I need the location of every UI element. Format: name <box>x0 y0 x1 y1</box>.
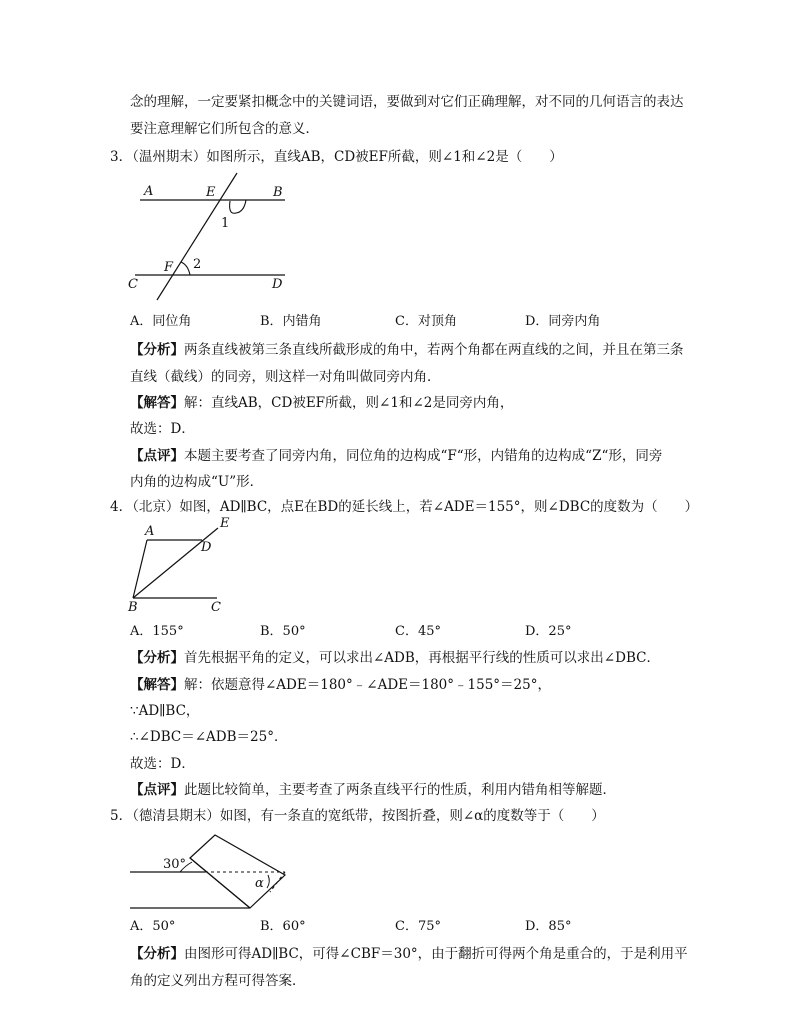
q4-choice: 故选：D． <box>130 756 195 772</box>
q5-stem-text: （德清县期末）如图，有一条直的宽纸带，按图折叠，则∠α的度数等于（ ） <box>132 808 605 824</box>
q5-dashed-edge <box>270 872 285 892</box>
q4-analysis-text: 首先根据平角的定义，可以求出∠ADB，再根据平行线的性质可以求出∠DBC． <box>184 650 660 666</box>
q4-label-e: E <box>220 516 230 531</box>
q3-label-1: 1 <box>221 216 230 231</box>
q5-option-b: B．60° <box>260 919 306 934</box>
q4-option-d: D．25° <box>525 624 572 639</box>
q3-analysis-text: 两条直线被第三条直线所截形成的角中，若两个角都在两直线的之间，并且在第三条 <box>184 342 684 358</box>
q3-label-d: D <box>272 277 283 292</box>
q4-number: 4． <box>110 499 133 515</box>
q4-solution-tag: 【解答】 <box>130 677 184 693</box>
q3-label-a: A <box>144 184 154 199</box>
q3-transversal-ef <box>157 173 237 300</box>
q3-label-e: E <box>206 185 216 200</box>
q3-stem-text: （温州期末）如图所示，直线AB，CD被EF所截，则∠1和∠2是（ ） <box>132 149 563 165</box>
q3-label-c: C <box>128 277 138 292</box>
q4-label-d: D <box>201 540 212 555</box>
q3-label-b: B <box>273 185 283 200</box>
q4-comment <box>130 781 616 799</box>
q5-analysis-tag: 【分析】 <box>130 946 184 962</box>
intro-line-2: 要注意理解它们所包含的意义． <box>130 121 319 137</box>
q5-option-d: D．85° <box>525 919 572 934</box>
q4-solution-text: 解：依题意得∠ADE＝180°﹣∠ADE＝180°﹣155°＝25°， <box>184 677 551 693</box>
q3-choice: 故选：D． <box>130 421 195 437</box>
q5-analysis-line-2: 角的定义列出方程可得答案． <box>130 973 306 989</box>
q3-option-c: C．对顶角 <box>395 314 457 329</box>
intro-line-1: 念的理解，一定要紧扣概念中的关键词语，要做到对它们正确理解，对不同的几何语言的表达 <box>130 94 684 110</box>
q5-stem <box>110 807 605 825</box>
q3-label-2: 2 <box>193 257 202 272</box>
q3-angle-2-arc <box>181 262 190 275</box>
q3-solution-tag: 【解答】 <box>130 395 184 411</box>
q3-stem <box>110 148 563 166</box>
q4-option-b: B．50° <box>260 624 306 639</box>
q4-analysis-tag: 【分析】 <box>130 650 184 666</box>
q5-label-30: 30° <box>163 857 187 872</box>
q3-solution <box>130 394 513 412</box>
q3-angle-1-arc <box>230 200 246 213</box>
q4-label-c: C <box>211 600 221 615</box>
q4-comment-tag: 【点评】 <box>130 782 184 798</box>
q3-option-b: B．内错角 <box>260 314 322 329</box>
q4-option-c: C．45° <box>395 624 441 639</box>
q3-figure <box>120 165 300 305</box>
q3-analysis-line-2: 直线（截线）的同旁，则这样一对角叫做同旁内角． <box>130 369 441 385</box>
q3-solution-text: 解：直线AB，CD被EF所截，则∠1和∠2是同旁内角， <box>184 395 514 411</box>
q4-label-b: B <box>128 600 138 615</box>
q3-number: 3． <box>110 149 133 165</box>
q4-label-a: A <box>145 524 155 539</box>
q3-comment-text: 本题主要考查了同旁内角，同位角的边构成“F“形，内错角的边构成“Z“形，同旁 <box>184 448 663 464</box>
q5-number: 5． <box>110 808 133 824</box>
q4-comment-text: 此题比较简单，主要考查了两条直线平行的性质，利用内错角相等解题． <box>184 782 616 798</box>
q5-angle-alpha-arc <box>267 875 269 888</box>
q5-analysis <box>130 945 688 963</box>
q4-solution-line-2: ∵AD∥BC， <box>130 703 200 719</box>
q3-comment-tag: 【点评】 <box>130 448 184 464</box>
q3-comment-line-2: 内角的边构成“U”形． <box>130 474 264 490</box>
q4-line-ab <box>133 540 147 598</box>
q3-option-a: A．同位角 <box>130 314 192 329</box>
q3-analysis-tag: 【分析】 <box>130 342 184 358</box>
q4-stem-text: （北京）如图，AD∥BC，点E在BD的延长线上，若∠ADE＝155°，则∠DBC的度数为（ ） <box>132 499 699 515</box>
q3-label-f: F <box>164 260 174 275</box>
q3-option-d: D．同旁内角 <box>525 314 601 329</box>
q4-solution-line-3: ∴∠DBC＝∠ADB＝25°． <box>130 729 288 745</box>
q4-stem <box>110 498 698 516</box>
q4-analysis <box>130 649 660 667</box>
q5-figure <box>125 830 295 915</box>
q5-analysis-text: 由图形可得AD∥BC，可得∠CBF＝30°，由于翻折可得两个角是重合的，于是利用平 <box>184 946 688 962</box>
q5-option-a: A．50° <box>130 919 176 934</box>
q3-analysis <box>130 341 684 359</box>
q5-label-alpha: α <box>255 876 264 891</box>
q4-figure <box>125 516 235 615</box>
q4-option-a: A．155° <box>130 624 184 639</box>
q3-comment <box>130 447 662 465</box>
q5-option-c: C．75° <box>395 919 441 934</box>
q4-solution <box>130 676 551 694</box>
